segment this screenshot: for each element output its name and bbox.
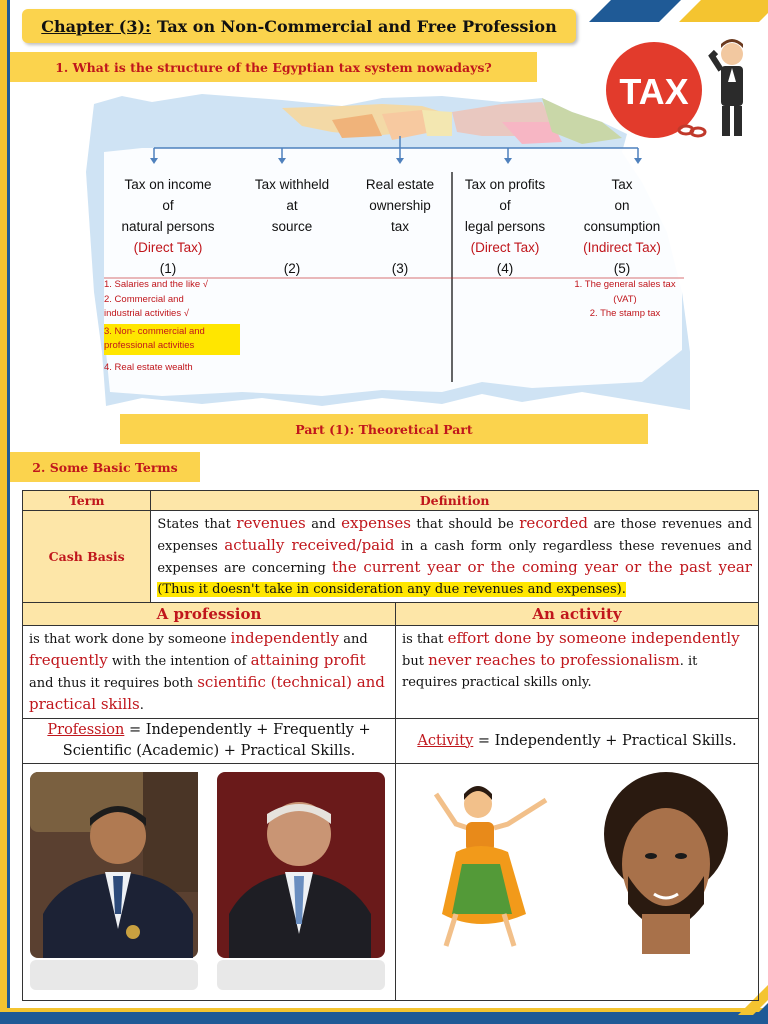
activity-header: An activity	[396, 603, 759, 626]
column-consumption: Tax on consumption (Indirect Tax) (5)	[583, 177, 661, 276]
definition-header: Definition	[151, 491, 759, 511]
corner-stripe-blue	[589, 0, 681, 22]
column-withheld-source: Tax withheld at source (2)	[254, 177, 330, 276]
column-real-estate: Real estate ownership tax (3)	[365, 177, 435, 276]
terms-table	[22, 490, 759, 1001]
consumption-sub-list: 1. The general sales tax (VAT) 2. The stamp tax	[574, 279, 676, 319]
question-heading: 1. What is the structure of the Egyptian tax system nowadays?	[10, 52, 537, 82]
cash-basis-definition: States that revenues and expenses that should be recorded are those revenues and expenses actually received/paid in a cash form only regardless these revenues and expenses are concerning the current year or the coming year or the past year (Thus it doesn't take in consideration any due revenues and expenses).	[151, 511, 759, 603]
activity-formula: Activity = Independently + Practical Skills.	[396, 719, 759, 764]
chapter-title	[22, 9, 576, 43]
profession-definition: is that work done by someone independently and frequently with the intention of attaining profit and thus it requires both scientific (technical) and practical skills.	[23, 626, 396, 719]
page-border-left-blue	[7, 0, 10, 1024]
income-sub-list: 1. Salaries and the like √ 2. Commercial and industrial activities √ 3. Non- commercial and professional activities 4. Real estate wealth	[104, 278, 254, 375]
chapter-title-text: Tax on Non-Commercial and Free Profession	[156, 16, 557, 36]
column-legal-persons: Tax on profits of legal persons (Direct Tax) (4)	[464, 177, 546, 276]
profession-photos	[23, 764, 395, 996]
bottom-bar	[0, 1012, 768, 1024]
column-income-natural: Tax on income of natural persons (Direct Tax) (1)	[121, 177, 215, 276]
chapter-label: Chapter (3):	[41, 16, 151, 36]
page-border-left	[0, 0, 7, 1024]
term-header: Term	[23, 491, 151, 511]
activity-images	[396, 764, 759, 1001]
tax-structure-diagram	[82, 92, 690, 410]
tax-badge-text: TAX	[619, 71, 689, 112]
activity-definition: is that effort done by someone independently but never reaches to professionalism. it requires practical skills only.	[396, 626, 759, 719]
terms-heading: 2. Some Basic Terms	[10, 452, 200, 482]
part-title: Part (1): Theoretical Part	[120, 414, 648, 444]
activity-illustrations	[396, 764, 758, 996]
profession-images	[23, 764, 396, 1001]
corner-stripe-yellow	[679, 0, 768, 22]
profession-header: A profession	[23, 603, 396, 626]
cash-basis-term: Cash Basis	[23, 511, 151, 603]
profession-formula: Profession = Independently + Frequently + Scientific (Academic) + Practical Skills.	[23, 719, 396, 764]
